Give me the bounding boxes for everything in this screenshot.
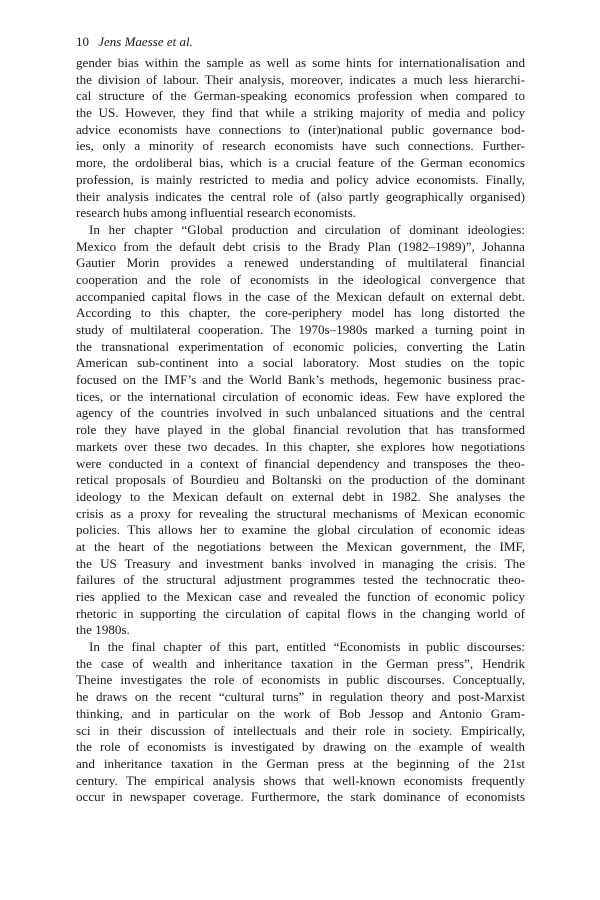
text-line: American sub-continent into a social laboratory. Most studies on the topic: [76, 355, 525, 371]
text-line: thinking, and in particular on the work of Bob Jessop and Antonio Gram-: [76, 705, 525, 721]
text-line: cal structure of the German-speaking economics profession when compared to: [76, 88, 525, 104]
text-line: were conducted in a context of financial dependency and transposes the theo-: [76, 455, 525, 471]
text-line: cooperation and the role of economists in the ideological convergence that: [76, 271, 525, 287]
page-number: 10: [76, 34, 89, 49]
text-line: crisis as a proxy for revealing the structural mechanisms of Mexican economic: [76, 505, 525, 521]
text-line: he draws on the recent “cultural turns” in regulation theory and post-Marxist: [76, 689, 525, 705]
text-line: policies. This allows her to examine the global circulation of economic ideas: [76, 522, 525, 538]
text-line: In her chapter “Global production and circulation of dominant ideologies:: [89, 221, 525, 237]
text-line: study of multilateral cooperation. The 1970s–1980s marked a turning point in: [76, 322, 525, 337]
text-line: century. The empirical analysis shows that well-known economists frequently: [76, 772, 525, 788]
text-line: ries applied to the Mexican case and revealed the function of economic policy: [76, 589, 525, 604]
text-line: the US Treasury and investment banks involved in managing the crisis. The: [76, 555, 525, 571]
text-line: occur in newspaper coverage. Furthermore, the stark dominance of economists: [76, 789, 525, 805]
text-line: role they have played in the global financial revolution that has transformed: [76, 422, 525, 438]
running-header: [76, 34, 193, 50]
text-line: accompanied capital flows in the case of the Mexican default on external debt.: [76, 288, 525, 304]
text-line: at the heart of the negotiations between the Mexican government, the IMF,: [76, 538, 525, 554]
text-line: markets over these two decades. In this chapter, she explores how negotiations: [76, 438, 525, 454]
text-line: retical proposals of Bourdieu and Boltanski on the production of the dominant: [76, 472, 525, 488]
text-line: and inheritance taxation in the German press at the beginning of the 21st: [76, 755, 525, 771]
text-line: focused on the IMF’s and the World Bank’s methods, hegemonic business prac-: [76, 372, 525, 388]
text-line: their analysis indicates the central role of (also partly geographically organised): [76, 188, 525, 204]
text-line: Gautier Morin provides a renewed understanding of multilateral financial: [76, 255, 525, 271]
text-line: sci in their discussion of intellectuals and their role in society. Empirically,: [76, 722, 525, 738]
running-head-authors: Jens Maesse et al.: [98, 34, 193, 49]
text-line: research hubs among influential research economists.: [76, 205, 356, 221]
text-line: the 1980s.: [76, 622, 130, 638]
text-line: profession, is mainly restricted to media and policy advice economists. Finally,: [76, 171, 525, 187]
text-line: the case of wealth and inheritance taxation in the German press”, Hendrik: [76, 655, 525, 671]
text-line: ies, only a minority of research economists have such connections. Further-: [76, 138, 525, 154]
text-line: Mexico from the default debt crisis to the Brady Plan (1982–1989)”, Johanna: [76, 238, 525, 254]
text-line: gender bias within the sample as well as some hints for internationalisation and: [76, 55, 525, 70]
text-line: ideology to the Mexican default on external debt in 1982. She analyses the: [76, 488, 525, 504]
text-line: failures of the structural adjustment programmes tested the technocratic theo-: [76, 572, 525, 588]
text-line: the division of labour. Their analysis, moreover, indicates a much less hierarchi-: [76, 71, 525, 87]
text-line: advice economists have connections to (inter)national public governance bod-: [76, 121, 525, 137]
text-line: In the final chapter of this part, entitled “Economists in public discourses:: [89, 639, 525, 655]
text-line: the transnational experimentation of economic policies, converting the Latin: [76, 338, 525, 354]
text-line: more, the ordoliberal bias, which is a crucial feature of the German economics: [76, 155, 525, 171]
text-line: agency of the countries involved in such unbalanced situations and the central: [76, 405, 525, 421]
text-line: the US. However, they find that while a striking majority of media and policy: [76, 105, 525, 121]
body-text: [76, 55, 525, 806]
text-line: Theine investigates the role of economists in public discourses. Conceptually,: [76, 672, 525, 688]
text-line: the role of economists is investigated by drawing on the example of wealth: [76, 739, 525, 755]
text-line: According to this chapter, the core-periphery model has long distorted the: [76, 305, 525, 321]
text-line: tices, or the international circulation of economic ideas. Few have explored the: [76, 388, 525, 404]
text-line: rhetoric in supporting the circulation of capital flows in the changing world of: [76, 605, 525, 621]
